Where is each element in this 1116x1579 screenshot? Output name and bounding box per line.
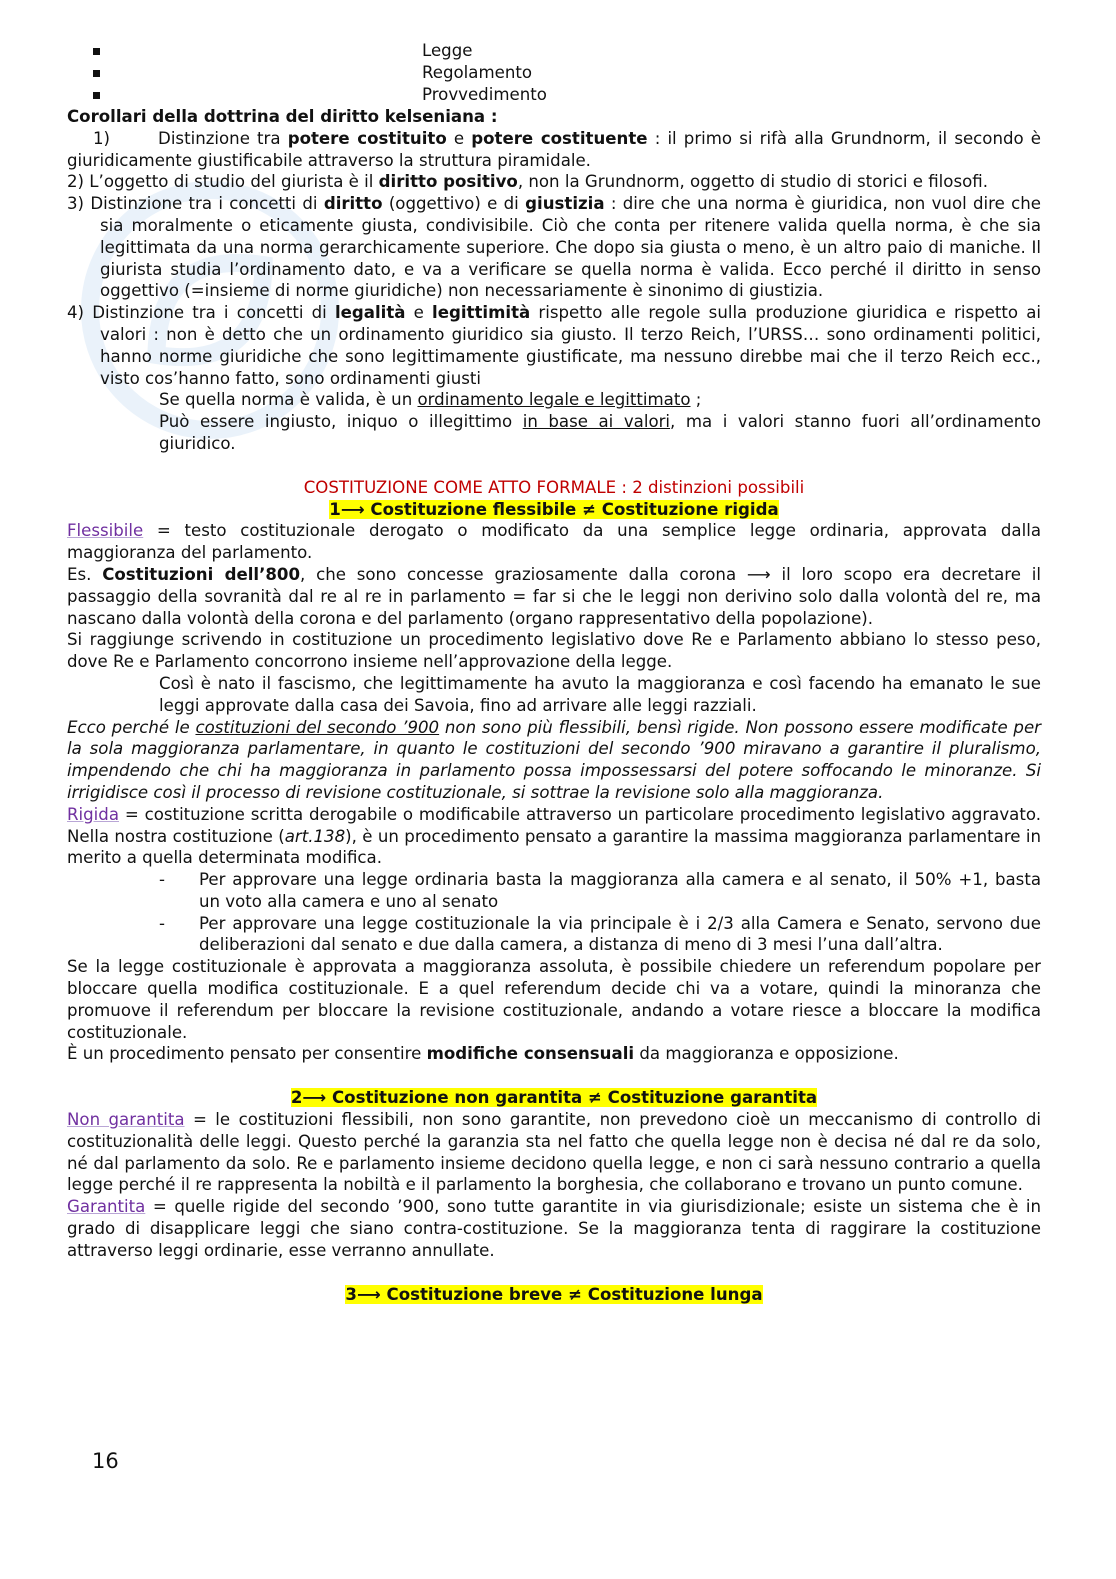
corollario-1: 1) Distinzione tra potere costituito e potere costituente : il primo si rifà alla Grundnorm, il secondo è giuridicamente giustificabile attraverso la struttura piramidale. <box>67 128 1041 170</box>
heading-3: 3⟶ Costituzione breve ≠ Costituzione lunga <box>345 1284 763 1304</box>
dash-item: - Per approvare una legge ordinaria basta la maggioranza alla camera e al senato, il 50% +1, basta un voto alla camera e uno al senato <box>159 870 1041 911</box>
paragraph-procedimento: Si raggiunge scrivendo in costituzione un procedimento legislativo dove Re e Parlamento abbiano lo stesso peso, dove Re e Parlamento concorrono insieme nell’approvazione della legge. <box>67 630 1041 672</box>
corollario-4-note-b: Può essere ingiusto, iniquo o illegittimo in base ai valori, ma i valori stanno fuori all’ordinamento giuridico. <box>159 412 1041 453</box>
corollario-4: 4) Distinzione tra i concetti di legalità e legittimità rispetto alle regole sulla produzione giuridica e rispetto ai valori : non è detto che un ordinamento giuridico sia giusto. Il terzo Reich, l’URSS… sono ordinamenti politici, hanno norme giuridiche che sono legittimamente giustificate, ma nessuno direbbe mai che il terzo Reich ecc., visto cos’hanno fatto, sono ordinamenti giusti <box>67 303 1041 388</box>
section-title: COSTITUZIONE COME ATTO FORMALE : 2 distinzioni possibili <box>303 477 805 497</box>
bullet-item: Legge <box>67 40 1041 62</box>
esempio-costituzioni-800: Es. Costituzioni dell’800, che sono concesse graziosamente dalla corona ⟶ il loro scopo era decretare il passaggio della sovranità dal re al re in parlamento = far si che le leggi non derivino solo dalla volontà del re, ma nascano dalla volontà della corona e del parlamento (organo rappresentativo della popolazione). <box>67 564 1041 628</box>
square-bullet-icon <box>93 48 100 55</box>
heading-1: 1⟶ Costituzione flessibile ≠ Costituzione rigida <box>329 499 779 519</box>
dash-item: - Per approvare una legge costituzionale la via principale è i 2/3 alla Camera e Senato, servono due deliberazioni dal senato e due dalla camera, a distanza di meno di 3 mesi l’una dall’altra. <box>159 913 1041 955</box>
corollario-3: 3) Distinzione tra i concetti di diritto (oggettivo) e di giustizia : dire che una norma è giuridica, non vuol dire che sia moralmente o eticamente giusta, condivisibile. Ciò che conta per ritenere valida quella norma, è che sia legittimata da una norma gerarchicamente superiore. Che dopo sia giusta o meno, è un altro paio di maniche. Il giurista studia l’ordinamento dato, e va a verificare se quella norma è valida. Ecco perché il diritto in senso oggettivo (=insieme di norme giuridiche) non necessariamente è sinonimo di giustizia. <box>67 194 1042 301</box>
paragraph-fascismo: Così è nato il fascismo, che legittimamente ha avuto la maggioranza e così facendo ha emanato le sue leggi approvate dalla casa dei Savoia, fino ad arrivare alle leggi razziali. <box>159 673 1041 715</box>
paragraph-modifiche-consensuali: È un procedimento pensato per consentire modifiche consensuali da maggioranza e opposizione. <box>67 1044 899 1064</box>
paragraph-referendum: Se la legge costituzionale è approvata a maggioranza assoluta, è possibile chiedere un referendum popolare per bloccare quella modifica costituzionale. E a quel referendum decide chi va a votare, quindi la minoranza che promuove il referendum per bloccare la revisione costituzionale, andando a votare riesce a bloccare la modifica costituzionale. <box>67 957 1041 1042</box>
bullet-item: Provvedimento <box>67 84 1041 106</box>
garantita-definition: Garantita = quelle rigide del secondo ’900, sono tutte garantite in via giurisdizionale; esiste un sistema che è in grado di disapplicare leggi che siano contra-costituzione. Se la maggioranza tenta di raggirare la costituzione attraverso leggi ordinarie, esse verranno annullate. <box>67 1197 1041 1260</box>
corollario-2: 2) L’oggetto di studio del giurista è il diritto positivo, non la Grundnorm, oggetto di studio di storici e filosofi. <box>67 172 988 192</box>
square-bullet-icon <box>93 70 100 77</box>
corollario-4-note-a: Se quella norma è valida, è un ordinamento legale e legittimato ; <box>159 390 702 410</box>
document-page <box>67 40 1041 1305</box>
page-number: 16 <box>92 1449 119 1473</box>
rigida-definition: Rigida = costituzione scritta derogabile o modificabile attraverso un particolare procedimento legislativo aggravato. Nella nostra costituzione (art.138), è un procedimento pensato a garantire la massima maggioranza parlamentare in merito a quella determinata modifica. <box>67 804 1041 868</box>
corollari-heading: Corollari della dottrina del diritto kelseniana : <box>67 107 498 126</box>
paragraph-ecco-perche: Ecco perché le costituzioni del secondo ’900 non sono più flessibili, bensì rigide. Non possono essere modificate per la sola maggioranza parlamentare, in quanto le costituzioni del secondo ’900 miravano a garantire il pluralismo, impendendo che chi ha maggioranza in parlamento possa impossessarsi del potere soffocando le minoranze. Si irrigidisce così il processo di revisione costituzionale, si sottrae la revisione solo alla maggioranza. <box>67 717 1041 802</box>
heading-2: 2⟶ Costituzione non garantita ≠ Costituzione garantita <box>290 1088 818 1108</box>
non-garantita-definition: Non garantita = le costituzioni flessibili, non sono garantite, non prevedono cioè un meccanismo di controllo di costituzionalità delle leggi. Questo perché la garanzia sta nel fatto che quella legge non è decisa né dal re da solo, né dal parlamento da solo. Re e parlamento insieme decidono quella legge, e non ci sarà nessuno contrario a quella legge perché il re rappresenta la nobiltà e il parlamento la borghesia, che collaborano e trovano un punto comune. <box>67 1110 1041 1195</box>
bullet-item: Regolamento <box>67 62 1041 84</box>
flessibile-definition: Flessibile = testo costituzionale derogato o modificato da una semplice legge ordinaria, approvata dalla maggioranza del parlamento. <box>67 521 1041 563</box>
square-bullet-icon <box>93 92 100 99</box>
